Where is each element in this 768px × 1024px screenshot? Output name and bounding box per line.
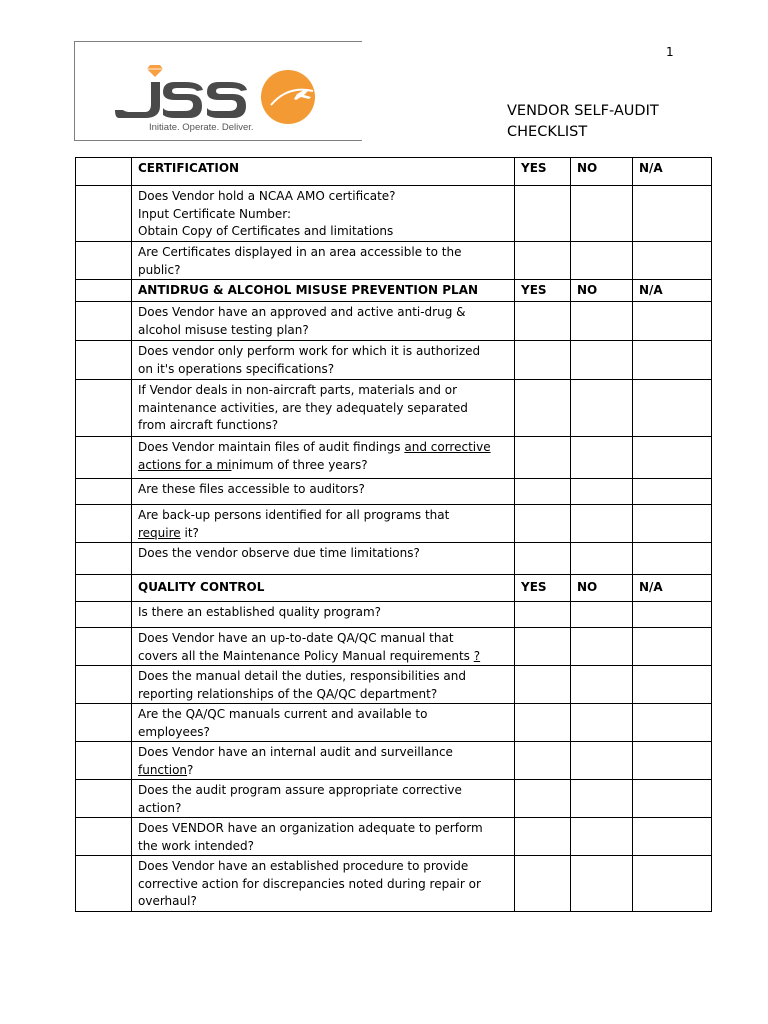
item-number-cell — [76, 628, 132, 666]
yes-header: YES — [515, 158, 571, 186]
na-answer-cell[interactable] — [633, 780, 712, 818]
question-text: nimum of three years? — [231, 457, 368, 472]
na-answer-cell[interactable] — [633, 341, 712, 380]
yes-answer-cell[interactable] — [515, 818, 571, 856]
question-text-underlined: require — [138, 525, 181, 540]
no-answer-cell[interactable] — [571, 380, 633, 437]
question-text-underlined: function — [138, 762, 188, 777]
question-row — [76, 628, 712, 666]
na-header: N/A — [633, 280, 712, 302]
document-title — [507, 101, 659, 143]
item-number-cell — [76, 666, 132, 704]
question-text: Are these files accessible to auditors? — [138, 482, 365, 496]
na-answer-cell[interactable] — [633, 186, 712, 242]
jss-logo-icon — [75, 42, 363, 142]
item-number-cell — [76, 543, 132, 575]
no-answer-cell[interactable] — [571, 666, 633, 704]
question-text: Does VENDOR have an organization adequate to perform — [138, 821, 483, 835]
na-answer-cell[interactable] — [633, 479, 712, 505]
question-cell — [132, 505, 515, 543]
na-answer-cell[interactable] — [633, 818, 712, 856]
checklist-table — [75, 157, 712, 912]
question-cell — [132, 742, 515, 780]
question-row — [76, 505, 712, 543]
question-cell — [132, 818, 515, 856]
question-row — [76, 543, 712, 575]
no-answer-cell[interactable] — [571, 242, 633, 280]
question-text: alcohol misuse testing plan? — [138, 322, 309, 337]
na-header: N/A — [633, 575, 712, 602]
gem-icon — [147, 65, 163, 77]
item-number-cell — [76, 704, 132, 742]
no-answer-cell[interactable] — [571, 479, 633, 505]
question-text-underlined: ? — [473, 648, 481, 663]
question-row — [76, 479, 712, 505]
question-row — [76, 380, 712, 437]
yes-header: YES — [515, 575, 571, 602]
na-answer-cell[interactable] — [633, 380, 712, 437]
no-answer-cell[interactable] — [571, 856, 633, 912]
section-header-row — [76, 575, 712, 602]
section-header-row — [76, 158, 712, 186]
question-row — [76, 856, 712, 912]
yes-answer-cell[interactable] — [515, 186, 571, 242]
question-row — [76, 602, 712, 628]
question-row — [76, 186, 712, 242]
question-text: the work intended? — [138, 838, 254, 853]
title-line-1: VENDOR SELF-AUDIT — [507, 103, 659, 119]
yes-answer-cell[interactable] — [515, 628, 571, 666]
question-text: Does Vendor maintain files of audit findings — [138, 440, 405, 454]
question-text-underlined: and corrective — [404, 440, 491, 454]
yes-answer-cell[interactable] — [515, 380, 571, 437]
question-cell — [132, 628, 515, 666]
question-text: maintenance activities, are they adequately separated — [138, 400, 468, 415]
section-heading-certification: CERTIFICATION — [132, 158, 515, 186]
no-answer-cell[interactable] — [571, 602, 633, 628]
item-number-cell — [76, 380, 132, 437]
na-answer-cell[interactable] — [633, 856, 712, 912]
question-row — [76, 780, 712, 818]
section-heading-quality-control: QUALITY CONTROL — [132, 575, 515, 602]
question-text: Input Certificate Number: — [138, 206, 292, 221]
item-number-cell — [76, 818, 132, 856]
logo-tagline: Initiate. Operate. Deliver. — [149, 122, 254, 133]
question-cell — [132, 380, 515, 437]
question-text: reporting relationships of the QA/QC department? — [138, 686, 438, 701]
yes-answer-cell[interactable] — [515, 742, 571, 780]
item-number-cell — [76, 575, 132, 602]
no-answer-cell[interactable] — [571, 818, 633, 856]
yes-answer-cell[interactable] — [515, 341, 571, 380]
yes-answer-cell[interactable] — [515, 302, 571, 341]
na-answer-cell[interactable] — [633, 543, 712, 575]
question-text: Are back-up persons identified for all programs that — [138, 508, 450, 522]
yes-answer-cell[interactable] — [515, 242, 571, 280]
question-text: employees? — [138, 724, 210, 739]
yes-answer-cell[interactable] — [515, 505, 571, 543]
item-number-cell — [76, 742, 132, 780]
question-text: Does vendor only perform work for which it is authorized — [138, 344, 481, 358]
no-answer-cell[interactable] — [571, 742, 633, 780]
question-text: overhaul? — [138, 894, 197, 908]
yes-answer-cell[interactable] — [515, 543, 571, 575]
question-text: Obtain Copy of Certificates and limitations — [138, 224, 394, 238]
question-text: Does Vendor have an internal audit and surveillance — [138, 745, 453, 759]
question-text: Does the vendor observe due time limitations? — [138, 546, 420, 560]
question-row — [76, 704, 712, 742]
yes-answer-cell[interactable] — [515, 437, 571, 479]
na-answer-cell[interactable] — [633, 628, 712, 666]
question-row — [76, 818, 712, 856]
no-answer-cell[interactable] — [571, 704, 633, 742]
question-row — [76, 437, 712, 479]
question-cell — [132, 543, 515, 575]
yes-answer-cell[interactable] — [515, 602, 571, 628]
question-cell — [132, 341, 515, 380]
question-text: Is there an established quality program? — [138, 605, 382, 619]
page-number: 1 — [666, 45, 674, 59]
item-number-cell — [76, 302, 132, 341]
question-text: If Vendor deals in non-aircraft parts, materials and or — [138, 383, 458, 397]
no-answer-cell[interactable] — [571, 628, 633, 666]
na-answer-cell[interactable] — [633, 242, 712, 280]
no-answer-cell[interactable] — [571, 505, 633, 543]
na-answer-cell[interactable] — [633, 742, 712, 780]
question-text: ? — [187, 762, 194, 777]
question-cell — [132, 704, 515, 742]
yes-answer-cell[interactable] — [515, 666, 571, 704]
question-cell — [132, 666, 515, 704]
question-text: Does Vendor have an established procedure to provide — [138, 859, 469, 873]
item-number-cell — [76, 158, 132, 186]
question-text: Are Certificates displayed in an area accessible to the — [138, 245, 462, 259]
question-cell — [132, 479, 515, 505]
no-answer-cell[interactable] — [571, 302, 633, 341]
na-answer-cell[interactable] — [633, 437, 712, 479]
question-text: from aircraft functions? — [138, 418, 279, 432]
yes-answer-cell[interactable] — [515, 780, 571, 818]
question-text: it? — [180, 525, 199, 540]
question-cell — [132, 302, 515, 341]
item-number-cell — [76, 280, 132, 302]
yes-answer-cell[interactable] — [515, 704, 571, 742]
question-cell — [132, 602, 515, 628]
item-number-cell — [76, 186, 132, 242]
logo-box — [74, 41, 362, 141]
na-answer-cell[interactable] — [633, 505, 712, 543]
question-text: Does Vendor hold a NCAA AMO certificate? — [138, 189, 396, 203]
na-answer-cell[interactable] — [633, 704, 712, 742]
no-answer-cell[interactable] — [571, 437, 633, 479]
question-row — [76, 742, 712, 780]
no-header: NO — [571, 280, 633, 302]
question-text: Does Vendor have an up-to-date QA/QC manual that — [138, 631, 454, 645]
question-text: on it's operations specifications? — [138, 361, 335, 376]
item-number-cell — [76, 780, 132, 818]
item-number-cell — [76, 479, 132, 505]
question-text: Does the manual detail the duties, responsibilities and — [138, 669, 467, 683]
no-header: NO — [571, 158, 633, 186]
question-cell — [132, 437, 515, 479]
question-cell — [132, 780, 515, 818]
question-row — [76, 242, 712, 280]
no-answer-cell[interactable] — [571, 186, 633, 242]
item-number-cell — [76, 505, 132, 543]
question-text: covers all the Maintenance Policy Manual requirements — [138, 648, 474, 663]
na-answer-cell[interactable] — [633, 302, 712, 341]
item-number-cell — [76, 856, 132, 912]
question-row — [76, 302, 712, 341]
item-number-cell — [76, 437, 132, 479]
na-answer-cell[interactable] — [633, 666, 712, 704]
question-row — [76, 341, 712, 380]
no-answer-cell[interactable] — [571, 341, 633, 380]
item-number-cell — [76, 242, 132, 280]
question-row — [76, 666, 712, 704]
no-answer-cell[interactable] — [571, 543, 633, 575]
question-text: Does Vendor have an approved and active anti-drug & — [138, 305, 466, 319]
question-cell — [132, 856, 515, 912]
na-header: N/A — [633, 158, 712, 186]
no-answer-cell[interactable] — [571, 780, 633, 818]
question-text: Does the audit program assure appropriate corrective — [138, 783, 462, 797]
na-answer-cell[interactable] — [633, 602, 712, 628]
section-heading-antidrug: ANTIDRUG & ALCOHOL MISUSE PREVENTION PLAN — [132, 280, 515, 302]
question-text: action? — [138, 800, 182, 815]
question-text: Are the QA/QC manuals current and available to — [138, 707, 428, 721]
yes-header: YES — [515, 280, 571, 302]
question-text: public? — [138, 262, 181, 277]
section-header-row — [76, 280, 712, 302]
title-line-2: CHECKLIST — [507, 124, 588, 140]
question-cell — [132, 186, 515, 242]
item-number-cell — [76, 341, 132, 380]
item-number-cell — [76, 602, 132, 628]
question-text: corrective action for discrepancies noted during repair or — [138, 876, 481, 891]
no-header: NO — [571, 575, 633, 602]
yes-answer-cell[interactable] — [515, 479, 571, 505]
question-text-underlined: actions for a mi — [138, 457, 232, 472]
yes-answer-cell[interactable] — [515, 856, 571, 912]
question-cell — [132, 242, 515, 280]
